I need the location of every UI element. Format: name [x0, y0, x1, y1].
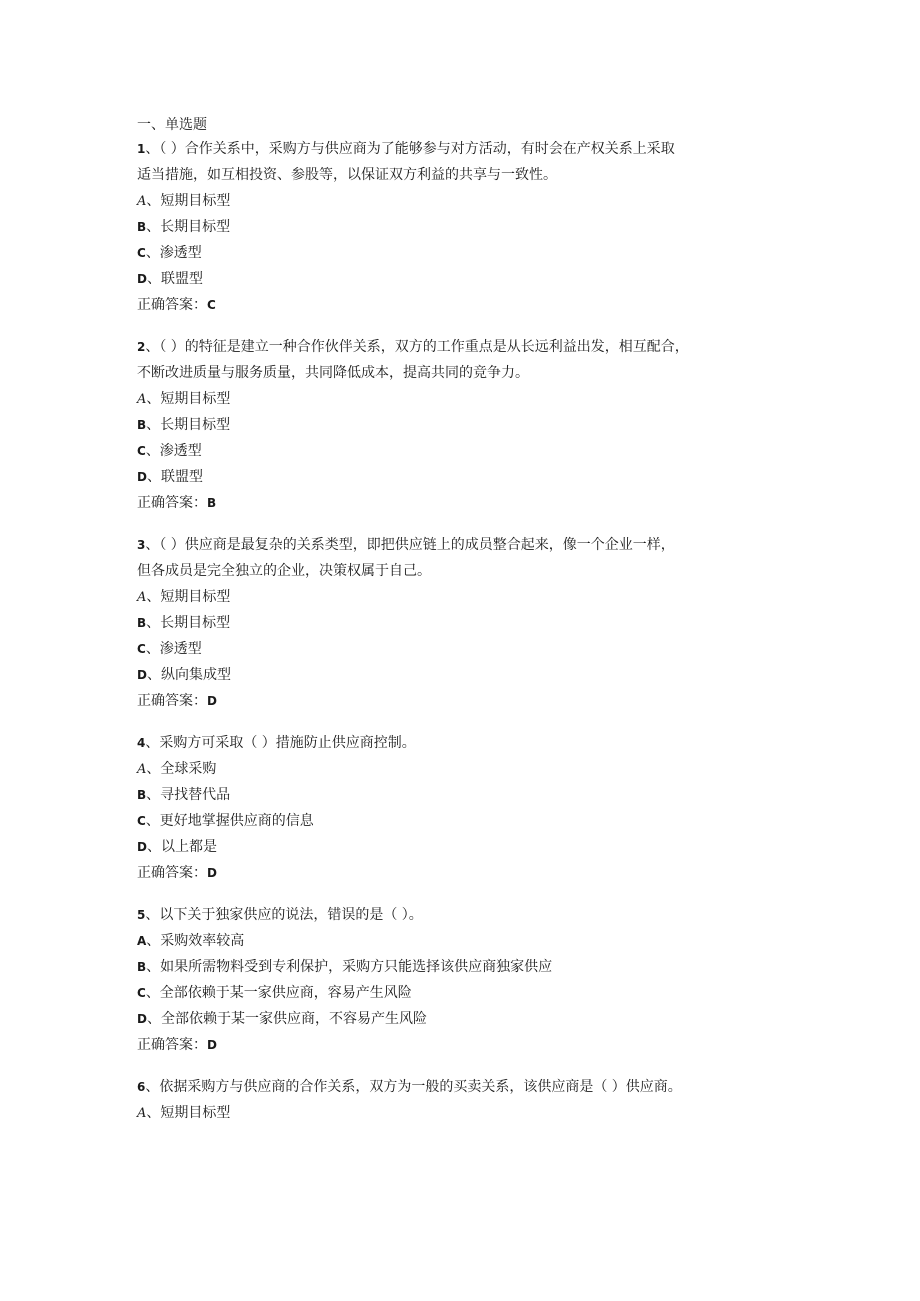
option-letter: A	[137, 392, 147, 407]
option-letter: D	[137, 272, 147, 286]
correct-answer	[137, 1032, 787, 1058]
option-b	[137, 782, 787, 808]
option-letter: A	[137, 762, 147, 777]
option-text: 、长期目标型	[146, 615, 231, 631]
option-letter: B	[137, 418, 147, 432]
option-b	[137, 214, 787, 240]
option-letter: D	[137, 470, 147, 484]
option-text: 、纵向集成型	[146, 667, 231, 683]
question-stem-text: 、依据采购方与供应商的合作关系，双方为一般的买卖关系，该供应商是（ ）供应商。	[145, 1079, 682, 1095]
option-a	[137, 188, 787, 214]
option-text: 、短期目标型	[146, 589, 231, 605]
document-content	[137, 114, 787, 1142]
question-number: 2	[137, 340, 146, 354]
question-stem-text: 但各成员是完全独立的企业，决策权属于自己。	[137, 563, 431, 579]
question-2	[137, 334, 787, 516]
answer-label: 正确答案：	[137, 693, 207, 709]
option-d	[137, 266, 787, 292]
option-c	[137, 636, 787, 662]
question-number: 1	[137, 142, 146, 156]
question-number: 3	[137, 538, 146, 552]
correct-answer	[137, 490, 787, 516]
question-stem-line	[137, 902, 787, 928]
option-d	[137, 464, 787, 490]
option-c	[137, 240, 787, 266]
question-number: 6	[137, 1080, 146, 1094]
option-text: 、全部依赖于某一家供应商，容易产生风险	[145, 985, 412, 1001]
correct-answer	[137, 688, 787, 714]
option-text: 、渗透型	[145, 443, 202, 459]
option-letter: D	[137, 1012, 147, 1026]
option-text: 、联盟型	[146, 469, 203, 485]
option-b	[137, 412, 787, 438]
correct-answer	[137, 860, 787, 886]
question-1	[137, 136, 787, 318]
option-text: 、全部依赖于某一家供应商，不容易产生风险	[146, 1011, 427, 1027]
option-a	[137, 1100, 787, 1126]
question-stem-text: 不断改进质量与服务质量，共同降低成本，提高共同的竞争力。	[137, 365, 529, 381]
question-list	[137, 136, 787, 1126]
option-text: 、短期目标型	[146, 1105, 231, 1121]
option-b	[137, 610, 787, 636]
question-number: 4	[137, 736, 146, 750]
option-letter: D	[137, 840, 147, 854]
question-3	[137, 532, 787, 714]
option-letter: A	[137, 590, 147, 605]
option-letter: C	[137, 246, 146, 260]
option-text: 、如果所需物料受到专利保护，采购方只能选择该供应商独家供应	[146, 959, 553, 975]
option-a	[137, 928, 787, 954]
option-b	[137, 954, 787, 980]
question-stem-line	[137, 162, 787, 188]
question-stem-text: 适当措施，如互相投资、参股等，以保证双方利益的共享与一致性。	[137, 167, 557, 183]
option-text: 、全球采购	[146, 761, 217, 777]
option-d	[137, 662, 787, 688]
option-letter: D	[137, 668, 147, 682]
option-text: 、短期目标型	[146, 193, 231, 209]
question-5	[137, 902, 787, 1058]
answer-label: 正确答案：	[137, 297, 207, 313]
option-d	[137, 1006, 787, 1032]
question-stem-text: 、（ ）的特征是建立一种合作伙伴关系，双方的工作重点是从长远利益出发，相互配合，	[145, 339, 689, 355]
option-letter: B	[137, 960, 147, 974]
option-text: 、渗透型	[145, 641, 202, 657]
question-stem-line	[137, 1074, 787, 1100]
answer-value: D	[207, 1038, 217, 1052]
question-number: 5	[137, 908, 146, 922]
option-letter: A	[137, 194, 147, 209]
correct-answer	[137, 292, 787, 318]
answer-label: 正确答案：	[137, 1037, 207, 1053]
answer-value: D	[207, 694, 217, 708]
answer-value: D	[207, 866, 217, 880]
answer-value: B	[207, 496, 217, 510]
option-letter: A	[137, 934, 147, 948]
option-letter: B	[137, 616, 147, 630]
option-text: 、寻找替代品	[146, 787, 231, 803]
option-text: 、渗透型	[145, 245, 202, 261]
option-c	[137, 438, 787, 464]
question-stem-line	[137, 360, 787, 386]
option-text: 、以上都是	[146, 839, 217, 855]
option-letter: B	[137, 788, 147, 802]
option-letter: A	[137, 1106, 147, 1121]
option-a	[137, 584, 787, 610]
option-text: 、采购效率较高	[146, 933, 245, 949]
question-stem-line	[137, 136, 787, 162]
option-text: 、短期目标型	[146, 391, 231, 407]
question-stem-line	[137, 334, 787, 360]
option-text: 、联盟型	[146, 271, 203, 287]
option-d	[137, 834, 787, 860]
option-letter: C	[137, 986, 146, 1000]
section-title: 一、单选题	[137, 117, 207, 133]
option-text: 、长期目标型	[146, 219, 231, 235]
question-stem-line	[137, 730, 787, 756]
question-stem-text: 、以下关于独家供应的说法，错误的是（ ）。	[145, 907, 423, 923]
option-text: 、更好地掌握供应商的信息	[145, 813, 314, 829]
question-stem-text: 、（ ）合作关系中，采购方与供应商为了能够参与对方活动，有时会在产权关系上采取	[145, 141, 675, 157]
option-letter: B	[137, 220, 147, 234]
option-letter: C	[137, 642, 146, 656]
option-c	[137, 808, 787, 834]
option-letter: C	[137, 814, 146, 828]
question-stem-text: 、采购方可采取（ ）措施防止供应商控制。	[145, 735, 416, 751]
option-a	[137, 386, 787, 412]
option-text: 、长期目标型	[146, 417, 231, 433]
option-a	[137, 756, 787, 782]
answer-label: 正确答案：	[137, 865, 207, 881]
question-stem-text: 、（ ）供应商是最复杂的关系类型，即把供应链上的成员整合起来，像一个企业一样，	[145, 537, 675, 553]
answer-value: C	[207, 298, 216, 312]
option-c	[137, 980, 787, 1006]
option-letter: C	[137, 444, 146, 458]
answer-label: 正确答案：	[137, 495, 207, 511]
question-6	[137, 1074, 787, 1126]
question-stem-line	[137, 558, 787, 584]
question-stem-line	[137, 532, 787, 558]
question-4	[137, 730, 787, 886]
